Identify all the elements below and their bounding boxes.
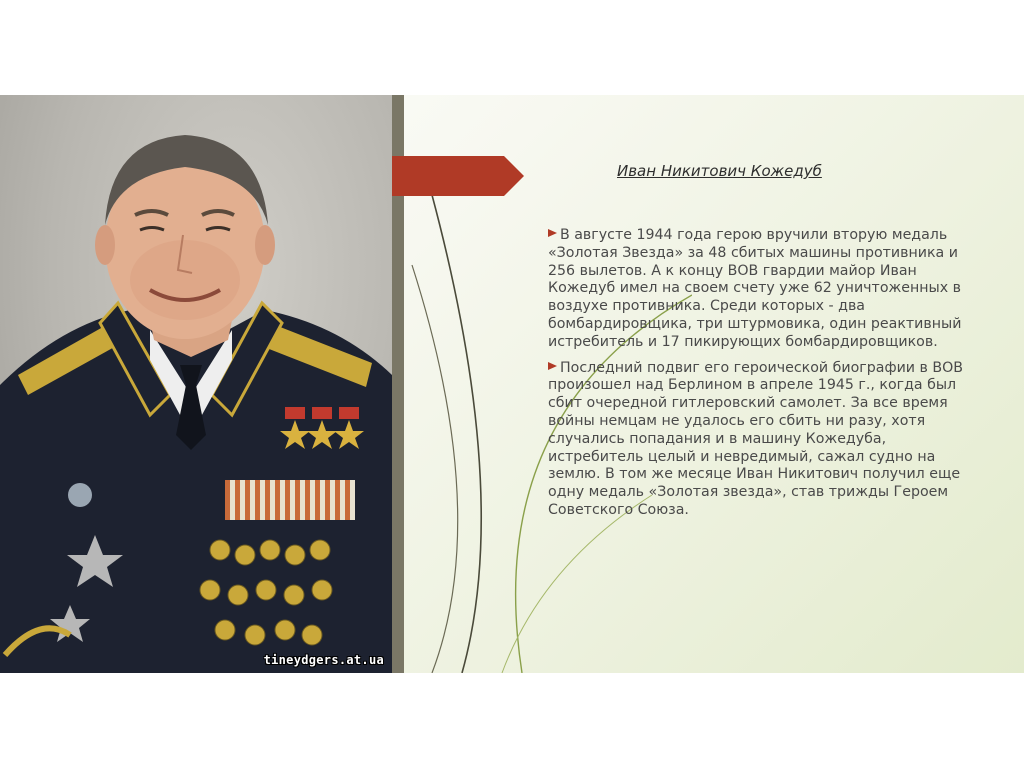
slide-content [548,227,968,528]
slide [0,95,1024,673]
bullet-arrow-icon [548,362,557,370]
bullet-arrow-icon [548,229,557,237]
portrait-illustration [0,95,392,673]
portrait-photo [0,95,392,673]
photo-credit: tineydgers.at.ua [263,653,384,667]
title-arrow-tab [392,156,524,196]
paragraph-1 [548,227,968,352]
slide-title: Иван Никитович Кожедуб [617,162,822,180]
paragraph-1-text: В августе 1944 года герою вручили вторую медаль «Золотая Звезда» за 48 сбитых машины противника и 256 вылетов. А к концу ВОВ гвардии майор Иван Кожедуб имел на своем счету уже 62 уничтоженных в воздухе противника. Среди которых - два бомбардировщика, три штурмовика, один реактивный истребитель и 17 пикирующих бомбардировщиков. [548,227,962,350]
paragraph-2 [548,360,968,520]
paragraph-2-text: Последний подвиг его героической биографии в ВОВ произошел над Берлином в апреле 1945 г., когда был сбит очередной гитлеровский самолет. За все время войны немцам не удалось его сбить ни разу, хотя случались попадания и в машину Кожедуба, истребитель целый и невредимый, сажал судно на землю. В том же месяце Иван Никитович получил еще одну медаль «Золотая звезда», став трижды Героем Советского Союза. [548,359,964,518]
